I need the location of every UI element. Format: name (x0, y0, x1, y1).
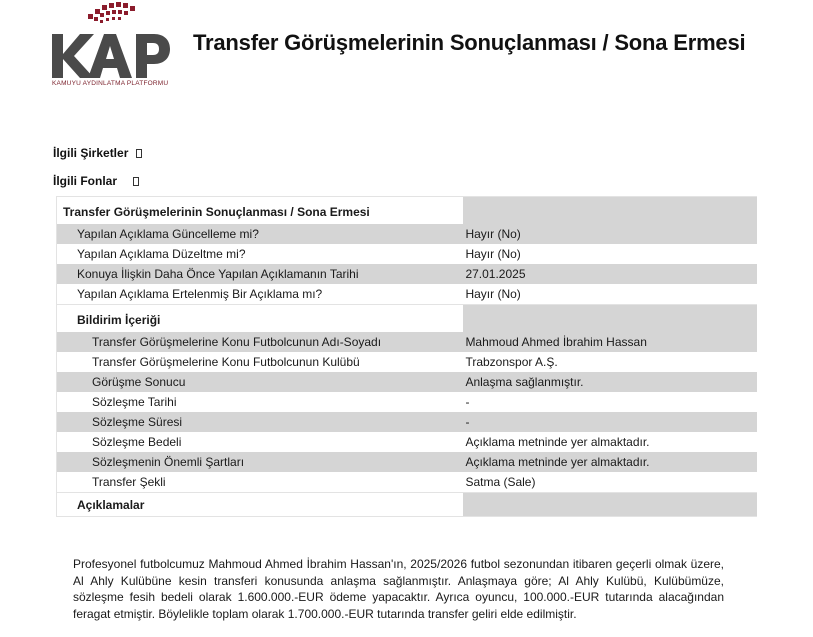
logo-subtitle: KAMUYU AYDINLATMA PLATFORMU (52, 80, 169, 87)
row-value: Hayır (No) (463, 284, 757, 304)
related-companies-label: İlgili Şirketler (53, 146, 129, 160)
row-label: Sözleşme Tarihi (57, 392, 463, 412)
row-value: Satma (Sale) (463, 472, 757, 492)
expand-icon[interactable] (133, 177, 139, 186)
row-value: Hayır (No) (463, 224, 757, 244)
row-label: Yapılan Açıklama Düzeltme mi? (57, 244, 463, 264)
table-header-value (463, 197, 757, 224)
table-row (57, 392, 757, 412)
related-funds[interactable] (53, 174, 139, 188)
row-value: Anlaşma sağlanmıştır. (463, 372, 757, 392)
table-row (57, 332, 757, 352)
disclosure-description: Profesyonel futbolcumuz Mahmoud Ahmed İbrahim Hassan'ın, 2025/2026 futbol sezonundan itibaren geçerli olmak üzere, Al Ahly Kulübüne kesin transferi konusunda anlaşma sağlanmıştır. Anlaşmaya göre; Al Ahly Kulübü, Kulübümüze, sözleşme fesih bedeli olarak 1.600.000.-EUR ödeme yapacaktır. Ayrıca oyuncu, 100.000.-EUR tutarında alacağından feragat etmiştir. Böylelikle toplam olarak 1.700.000.-EUR tutarında transfer geliri elde edilmiştir. (73, 557, 724, 621)
row-value: Açıklama metninde yer almaktadır. (463, 452, 757, 472)
row-label: Yapılan Açıklama Ertelenmiş Bir Açıklama mı? (57, 284, 463, 304)
table-row (57, 224, 757, 244)
row-value: Mahmoud Ahmed İbrahim Hassan (463, 332, 757, 352)
row-label: Yapılan Açıklama Güncelleme mi? (57, 224, 463, 244)
table-row (57, 452, 757, 472)
table-row (57, 412, 757, 432)
row-label: Transfer Görüşmelerine Konu Futbolcunun Adı-Soyadı (57, 332, 463, 352)
row-label: Konuya İlişkin Daha Önce Yapılan Açıklamanın Tarihi (57, 264, 463, 284)
row-label: Transfer Şekli (57, 472, 463, 492)
section-title: Bildirim İçeriği (57, 305, 463, 332)
footer-value (463, 493, 757, 516)
row-label: Transfer Görüşmelerine Konu Futbolcunun Kulübü (57, 352, 463, 372)
row-label: Görüşme Sonucu (57, 372, 463, 392)
row-value: - (463, 392, 757, 412)
kap-logo (52, 0, 177, 92)
row-value: Açıklama metninde yer almaktadır. (463, 432, 757, 452)
table-header-label: Transfer Görüşmelerinin Sonuçlanması / Sona Ermesi (57, 197, 463, 224)
related-funds-label: İlgili Fonlar (53, 174, 118, 188)
table-row (57, 432, 757, 452)
table-row (57, 284, 757, 304)
table-row (57, 264, 757, 284)
row-label: Sözleşme Bedeli (57, 432, 463, 452)
kap-logo-mark (52, 0, 177, 80)
table-footer (57, 492, 757, 516)
section-header (57, 304, 757, 332)
expand-icon[interactable] (136, 149, 142, 158)
section-value (463, 305, 757, 332)
disclosure-table (56, 196, 757, 517)
table-row (57, 472, 757, 492)
footer-label: Açıklamalar (57, 493, 463, 516)
related-companies[interactable] (53, 146, 142, 160)
table-row (57, 244, 757, 264)
table-row (57, 372, 757, 392)
row-value: Hayır (No) (463, 244, 757, 264)
table-header (57, 196, 757, 224)
row-value: 27.01.2025 (463, 264, 757, 284)
row-value: - (463, 412, 757, 432)
table-row (57, 352, 757, 372)
row-label: Sözleşme Süresi (57, 412, 463, 432)
row-value: Trabzonspor A.Ş. (463, 352, 757, 372)
page-title: Transfer Görüşmelerinin Sonuçlanması / Sona Ermesi (193, 30, 746, 55)
row-label: Sözleşmenin Önemli Şartları (57, 452, 463, 472)
